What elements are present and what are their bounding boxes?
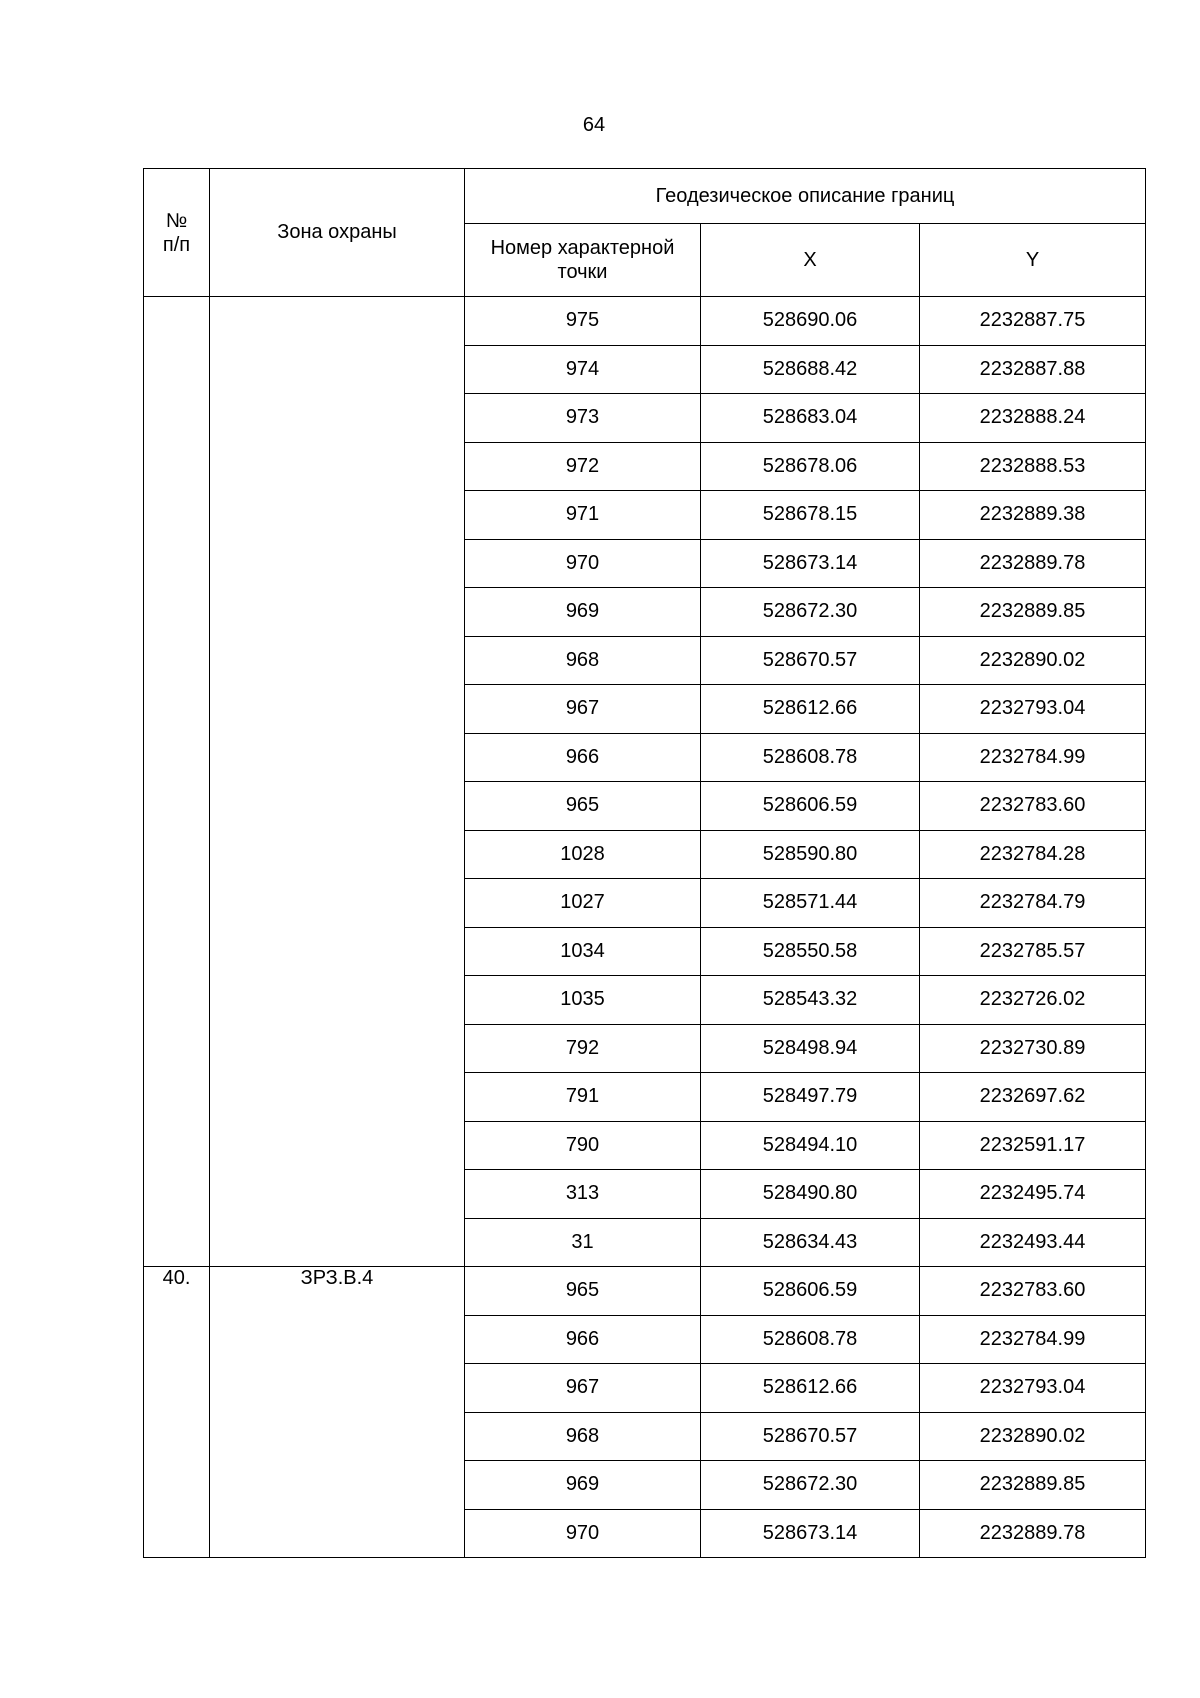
x-coordinate-cell: 528683.04 xyxy=(701,394,920,443)
y-coordinate-cell: 2232793.04 xyxy=(920,685,1146,734)
table-body xyxy=(144,297,1146,1558)
header-x-label: X xyxy=(803,249,817,271)
point-number-cell: 968 xyxy=(465,1412,701,1461)
y-coordinate-cell: 2232889.38 xyxy=(920,491,1146,540)
x-coordinate-cell: 528673.14 xyxy=(701,1509,920,1558)
y-coordinate-cell: 2232887.88 xyxy=(920,345,1146,394)
point-number-cell: 965 xyxy=(465,782,701,831)
x-coordinate-cell: 528494.10 xyxy=(701,1121,920,1170)
point-number-cell: 971 xyxy=(465,491,701,540)
table-row xyxy=(144,1267,1146,1316)
point-number-cell: 31 xyxy=(465,1218,701,1267)
point-number-cell: 970 xyxy=(465,539,701,588)
x-coordinate-cell: 528543.32 xyxy=(701,976,920,1025)
boundary-coordinates-table xyxy=(143,168,1146,1558)
point-number-cell: 973 xyxy=(465,394,701,443)
x-coordinate-cell: 528590.80 xyxy=(701,830,920,879)
x-coordinate-cell: 528606.59 xyxy=(701,1267,920,1316)
x-coordinate-cell: 528490.80 xyxy=(701,1170,920,1219)
point-number-cell: 972 xyxy=(465,442,701,491)
y-coordinate-cell: 2232887.75 xyxy=(920,297,1146,346)
point-number-cell: 965 xyxy=(465,1267,701,1316)
y-coordinate-cell: 2232783.60 xyxy=(920,1267,1146,1316)
header-point-number xyxy=(465,224,701,297)
x-coordinate-cell: 528634.43 xyxy=(701,1218,920,1267)
x-coordinate-cell: 528612.66 xyxy=(701,1364,920,1413)
y-coordinate-cell: 2232784.28 xyxy=(920,830,1146,879)
y-coordinate-cell: 2232697.62 xyxy=(920,1073,1146,1122)
header-zone-label: Зона охраны xyxy=(277,221,397,243)
zone-name-cell xyxy=(210,297,465,1267)
point-number-cell: 970 xyxy=(465,1509,701,1558)
y-coordinate-cell: 2232889.78 xyxy=(920,539,1146,588)
y-coordinate-cell: 2232783.60 xyxy=(920,782,1146,831)
page-number: 64 xyxy=(582,114,606,136)
y-coordinate-cell: 2232784.99 xyxy=(920,733,1146,782)
x-coordinate-cell: 528672.30 xyxy=(701,1461,920,1510)
point-number-cell: 969 xyxy=(465,1461,701,1510)
x-coordinate-cell: 528497.79 xyxy=(701,1073,920,1122)
y-coordinate-cell: 2232793.04 xyxy=(920,1364,1146,1413)
x-coordinate-cell: 528498.94 xyxy=(701,1024,920,1073)
x-coordinate-cell: 528571.44 xyxy=(701,879,920,928)
header-geodesic xyxy=(465,169,1146,224)
point-number-cell: 974 xyxy=(465,345,701,394)
y-coordinate-cell: 2232888.24 xyxy=(920,394,1146,443)
point-number-cell: 1028 xyxy=(465,830,701,879)
x-coordinate-cell: 528608.78 xyxy=(701,733,920,782)
point-number-cell: 1035 xyxy=(465,976,701,1025)
y-coordinate-cell: 2232784.99 xyxy=(920,1315,1146,1364)
y-coordinate-cell: 2232784.79 xyxy=(920,879,1146,928)
header-x xyxy=(701,224,920,297)
header-point-number-label: Номер характерной точки xyxy=(490,237,675,283)
y-coordinate-cell: 2232730.89 xyxy=(920,1024,1146,1073)
point-number-cell: 1027 xyxy=(465,879,701,928)
point-number-cell: 968 xyxy=(465,636,701,685)
x-coordinate-cell: 528608.78 xyxy=(701,1315,920,1364)
x-coordinate-cell: 528673.14 xyxy=(701,539,920,588)
point-number-cell: 1034 xyxy=(465,927,701,976)
point-number-cell: 966 xyxy=(465,1315,701,1364)
x-coordinate-cell: 528550.58 xyxy=(701,927,920,976)
x-coordinate-cell: 528670.57 xyxy=(701,636,920,685)
point-number-cell: 790 xyxy=(465,1121,701,1170)
point-number-cell: 975 xyxy=(465,297,701,346)
point-number-cell: 969 xyxy=(465,588,701,637)
point-number-cell: 967 xyxy=(465,1364,701,1413)
y-coordinate-cell: 2232785.57 xyxy=(920,927,1146,976)
y-coordinate-cell: 2232495.74 xyxy=(920,1170,1146,1219)
header-y xyxy=(920,224,1146,297)
y-coordinate-cell: 2232890.02 xyxy=(920,1412,1146,1461)
y-coordinate-cell: 2232890.02 xyxy=(920,636,1146,685)
zone-name-cell: ЗРЗ.В.4 xyxy=(210,1267,465,1558)
y-coordinate-cell: 2232889.85 xyxy=(920,1461,1146,1510)
x-coordinate-cell: 528690.06 xyxy=(701,297,920,346)
x-coordinate-cell: 528688.42 xyxy=(701,345,920,394)
header-geodesic-label: Геодезическое описание границ xyxy=(655,184,955,207)
y-coordinate-cell: 2232591.17 xyxy=(920,1121,1146,1170)
point-number-cell: 313 xyxy=(465,1170,701,1219)
zone-number-cell xyxy=(144,297,210,1267)
point-number-cell: 967 xyxy=(465,685,701,734)
header-zone xyxy=(210,169,465,297)
x-coordinate-cell: 528672.30 xyxy=(701,588,920,637)
point-number-cell: 792 xyxy=(465,1024,701,1073)
header-y-label: Y xyxy=(1025,249,1040,271)
point-number-cell: 791 xyxy=(465,1073,701,1122)
y-coordinate-cell: 2232889.85 xyxy=(920,588,1146,637)
y-coordinate-cell: 2232888.53 xyxy=(920,442,1146,491)
y-coordinate-cell: 2232493.44 xyxy=(920,1218,1146,1267)
point-number-cell: 966 xyxy=(465,733,701,782)
zone-number-cell: 40. xyxy=(144,1267,210,1558)
x-coordinate-cell: 528670.57 xyxy=(701,1412,920,1461)
x-coordinate-cell: 528678.06 xyxy=(701,442,920,491)
header-num xyxy=(144,169,210,297)
y-coordinate-cell: 2232889.78 xyxy=(920,1509,1146,1558)
header-num-label: № п/п xyxy=(162,209,191,256)
x-coordinate-cell: 528606.59 xyxy=(701,782,920,831)
table-header xyxy=(144,169,1146,297)
x-coordinate-cell: 528612.66 xyxy=(701,685,920,734)
y-coordinate-cell: 2232726.02 xyxy=(920,976,1146,1025)
table-row xyxy=(144,297,1146,346)
x-coordinate-cell: 528678.15 xyxy=(701,491,920,540)
